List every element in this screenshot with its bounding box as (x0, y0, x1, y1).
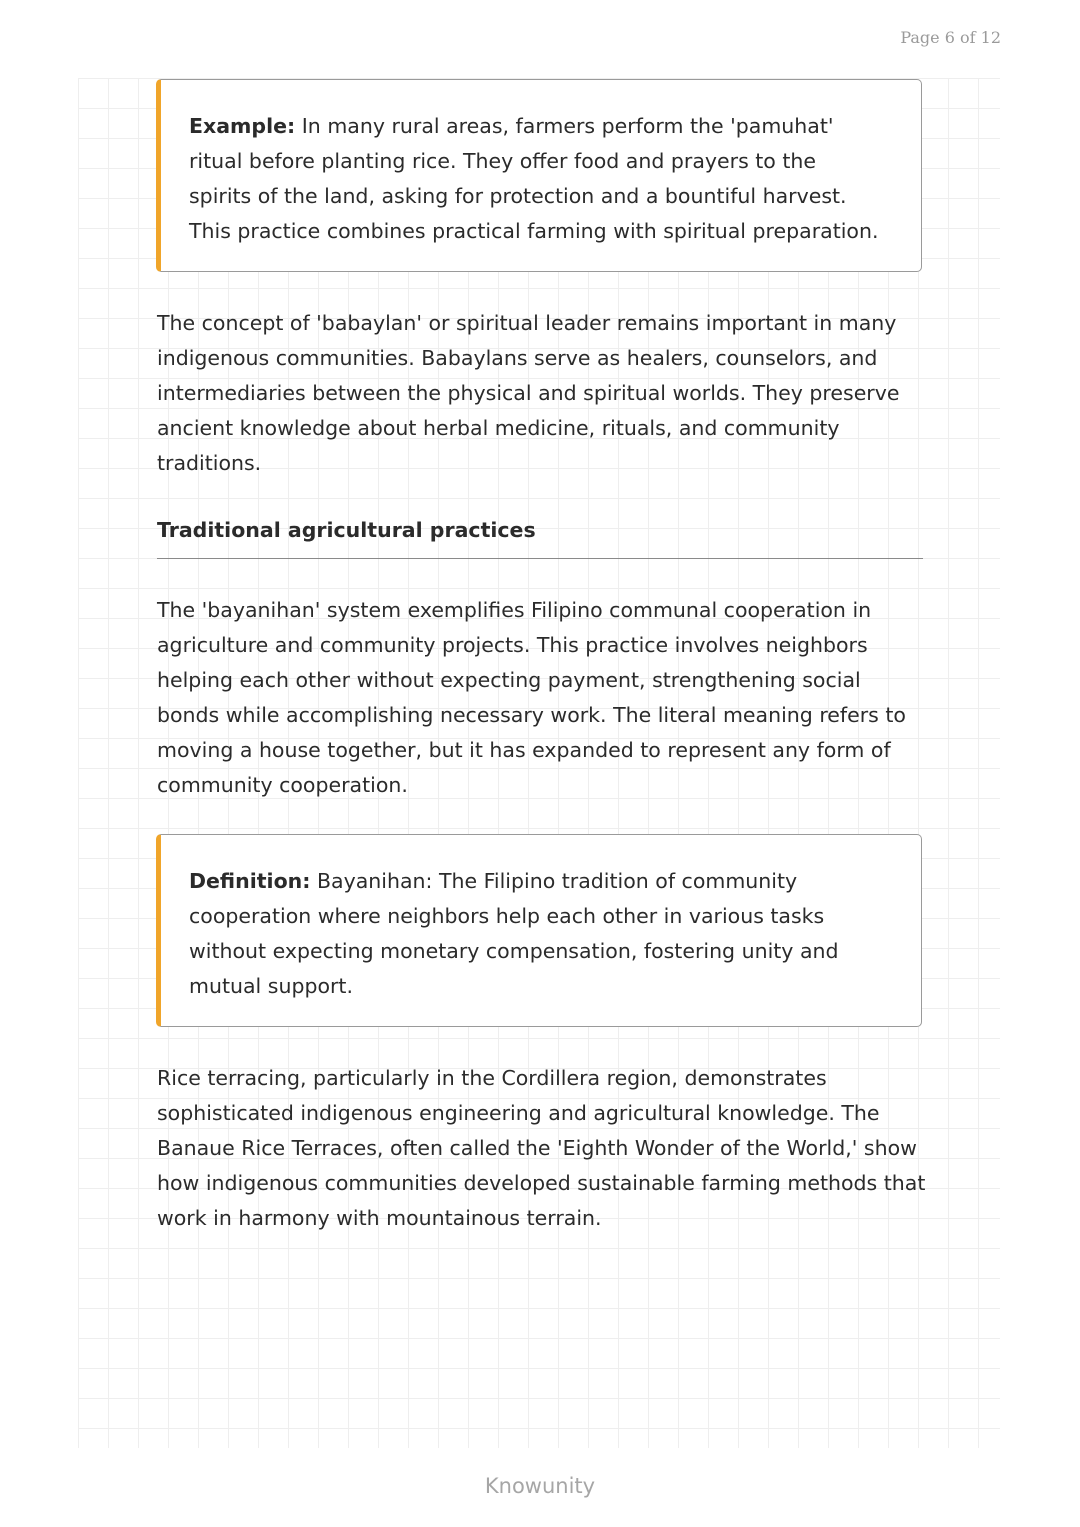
definition-text: Bayanihan: The Filipino tradition of community cooperation where neighbors help each other in various tasks without expecting monetary compensation, fostering unity and mutual support. (189, 869, 839, 998)
definition-callout (156, 834, 922, 1027)
page-number: Page 6 of 12 (900, 28, 1001, 47)
example-label: Example: (189, 114, 296, 138)
example-text: In many rural areas, farmers perform the 'pamuhat' ritual before planting rice. They offer food and prayers to the spirits of the land, asking for protection and a bountiful harvest. This practice combines practical farming with spiritual preparation. (189, 114, 879, 243)
paragraph-babaylan: The concept of 'babaylan' or spiritual leader remains important in many indigenous communities. Babaylans serve as healers, counselors, and intermediaries between the physical and spiritual worlds. They preserve ancient knowledge about herbal medicine, rituals, and community traditions. (157, 311, 900, 475)
paragraph-bayanihan: The 'bayanihan' system exemplifies Filipino communal cooperation in agriculture and community projects. This practice involves neighbors helping each other without expecting payment, strengthening social bonds while accomplishing necessary work. The literal meaning refers to moving a house together, but it has expanded to represent any form of community cooperation. (157, 598, 906, 797)
footer-brand: Knowunity (484, 1474, 596, 1498)
example-callout (156, 79, 922, 272)
definition-label: Definition: (189, 869, 311, 893)
section-heading: Traditional agricultural practices (157, 515, 923, 559)
paragraph-rice-terracing: Rice terracing, particularly in the Cordillera region, demonstrates sophisticated indigenous engineering and agricultural knowledge. The Banaue Rice Terraces, often called the 'Eighth Wonder of the World,' show how indigenous communities developed sustainable farming methods that work in harmony with mountainous terrain. (157, 1066, 926, 1230)
